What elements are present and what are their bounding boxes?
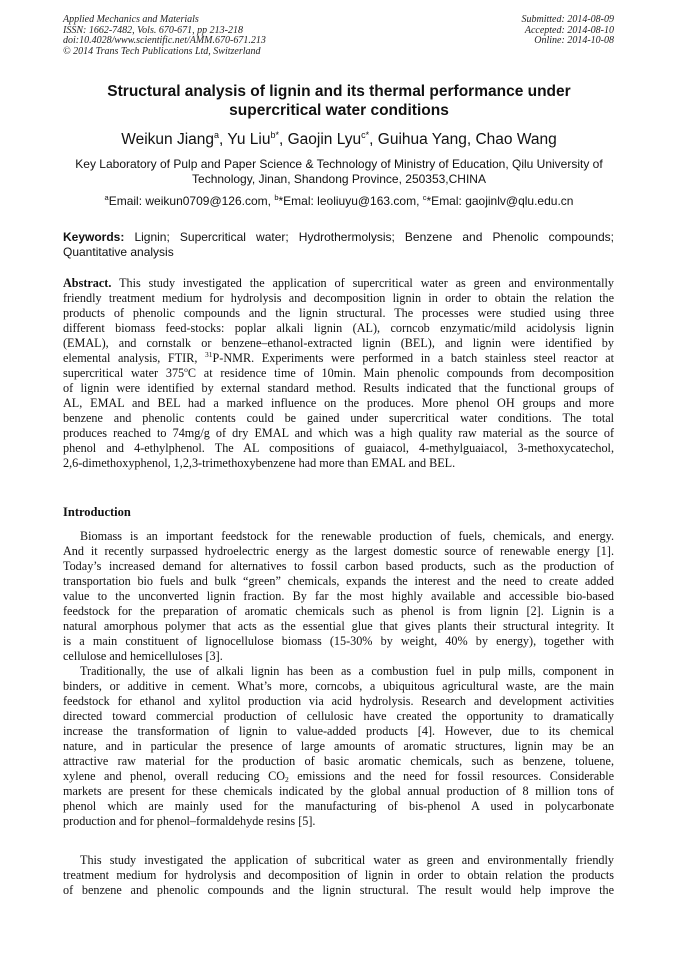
paragraph-line: attractive raw material for the production of basic aromatic chemicals, such as benzene, toluene, <box>63 754 614 768</box>
email-b: *Emal: leoliuyu@163.com, <box>278 194 420 208</box>
paragraph-line: production and for phenol–formaldehyde resins [5]. <box>63 814 316 828</box>
abstract-line: AL, EMAL and BEL had a marked influence on the produces. More phenol OH groups and more <box>63 396 614 410</box>
abstract-text: This study investigated the application of supercritical water as green and environmentally <box>119 276 614 290</box>
paragraph-line: feedstock for the preparation of aromatic chemicals such as phenol is from lignin [2]. Lignin is a <box>63 604 614 618</box>
author-name: Guihua Yang <box>377 131 467 148</box>
section-heading-introduction: Introduction <box>63 505 131 519</box>
author-list: Weikun Jiang$^a$, Yu Liu$^{b*}$, Gaojin Lyu$^{c*}$, Guihua Yang, Chao Wang <box>121 130 557 148</box>
abstract-line: benzene and phenolic contents could be gained under supercritical water conditions. The total <box>63 411 614 425</box>
abstract-label: Abstract. <box>63 276 112 290</box>
paragraph-line: And it recently surpassed hydroelectric energy as the largest domestic source of renewable energy [1]. <box>63 544 614 558</box>
paragraph-line: transportation bio fuels and bulk “green” chemicals, expands the interest and the need to create added <box>63 574 614 588</box>
online-date: Online: 2014-10-08 <box>534 35 614 46</box>
paragraph-line: directed toward commercial production of cellulosic have created the opportunity to dramatically <box>63 709 614 723</box>
abstract-line <box>63 366 614 381</box>
abstract-line: friendly treatment medium for hydrolysis and decomposition lignin in order to obtain the relation the <box>63 291 614 305</box>
paper-title <box>60 82 618 120</box>
journal-copyright: © 2014 Trans Tech Publications Ltd, Switzerland <box>63 45 261 57</box>
paragraph-line: binders, or additive in cement. What’s more, corncobs, a ubiquitous agricultural waste, are the main <box>63 679 614 693</box>
abstract-line: phenol and 4-ethylphenol. The AL compositions of guaiacol, 4-methylguaiacol, 3-methoxycatechol, <box>63 441 614 455</box>
author-name: Weikun Jiang <box>121 131 214 148</box>
email-a: Email: weikun0709@126.com, <box>108 194 271 208</box>
paragraph-line: is a main constituent of lignocellulose biomass (15-30% by weight, 40% by energy), together with <box>63 634 614 648</box>
journal-header-right <box>522 15 615 47</box>
author-name: Gaojin Lyu <box>287 131 362 148</box>
email-c: *Emal: gaojinlv@qlu.edu.cn <box>426 194 574 208</box>
paragraph-line: markets are present for these chemicals indicated by the global annual production of 8 million tons of <box>63 784 614 798</box>
paragraph-line: Today’s increased demand for alternatives to fossil carbon based products, such as the production of <box>63 559 614 573</box>
abstract-text: supercritical water 375 <box>63 366 185 380</box>
email-mark: a <box>104 193 109 202</box>
paragraph-line: feedstock for ethanol and xylitol production via acid hydrolysis. Research and development activities <box>63 694 614 708</box>
paragraph-line: treatment medium for hydrolysis and decomposition of lignin in order to obtain relation the products <box>63 868 614 882</box>
affiliation-line: Key Laboratory of Pulp and Paper Science & Technology of Ministry of Education, Qilu University of <box>75 157 603 171</box>
accepted-date: Accepted: 2014-08-10 <box>524 24 614 36</box>
affiliation-line: Technology, Jinan, Shandong Province, 250353,CHINA <box>192 172 486 186</box>
abstract-line <box>63 276 614 291</box>
journal-issn: ISSN: 1662-7482, Vols. 670-671, pp 213-218 <box>63 24 243 36</box>
journal-header-left <box>63 15 266 57</box>
author-affil-mark: b* <box>270 130 279 140</box>
superscript: o <box>184 365 188 374</box>
abstract-text: P-NMR. Experiments were performed in a batch stainless steel reactor at <box>212 351 615 365</box>
author-affil-mark: c* <box>361 130 370 140</box>
keywords-line: Quantitative analysis <box>63 245 174 259</box>
paper-title-line: Structural analysis of lignin and its thermal performance under <box>107 83 571 100</box>
paper-title-line: supercritical water conditions <box>229 102 449 119</box>
author-name: Chao Wang <box>475 131 557 148</box>
journal-name: Applied Mechanics and Materials <box>63 14 199 25</box>
paragraph-text: emissions and the need for fossil resources. Considerable <box>288 769 615 783</box>
paragraph-line <box>63 769 614 784</box>
abstract-line <box>63 351 614 366</box>
paragraph-line: Biomass is an important feedstock for the renewable production of fuels, chemicals, and energy. <box>80 529 614 543</box>
affiliation <box>55 157 623 187</box>
abstract-line: of lignin were identified by external standard method. Results indicated that the functional groups of <box>63 381 614 395</box>
keywords-block <box>63 230 614 260</box>
subscript: 2 <box>285 775 289 784</box>
paragraph-line: nature, and in particular the presence of large amounts of aromatic structures, lignin may be an <box>63 739 614 753</box>
email-mark: c <box>422 193 427 202</box>
journal-doi: doi:10.4028/www.scientific.net/AMM.670-671.213 <box>63 35 266 46</box>
intro-paragraph-1 <box>63 529 614 664</box>
paragraph-line: natural amorphous polymer that acts as the essential glue that gives plants their structural integrity. It <box>63 619 614 633</box>
paragraph-line: value to the unconverted lignin fraction. By far the most highly available and accessible bio-based <box>63 589 614 603</box>
abstract-line: 2,6-dimethoxyphenol, 1,2,3-trimethoxybenzene had more than EMAL and BEL. <box>63 456 456 470</box>
abstract-line: products of phenolic compounds and the lignin structural. The processes were studied using three <box>63 306 614 320</box>
keywords-line <box>63 230 614 245</box>
keywords-label: Keywords: <box>63 230 125 244</box>
intro-paragraph-3 <box>63 853 614 898</box>
abstract <box>63 276 614 471</box>
paragraph-line: This study investigated the application of subcritical water as green and environmentally friendly <box>80 853 614 867</box>
abstract-line: different biomass feed-stocks: poplar alkali lignin (AL), corncob enzymatic/mild acidolysis lignin <box>63 321 614 335</box>
paragraph-line: Traditionally, the use of alkali lignin has been as a combustion fuel in pulp mills, component in <box>80 664 614 678</box>
abstract-text: C at residence time of 10min. Main phenolic compounds from decomposition <box>187 366 614 380</box>
abstract-line: produces reached to 74mg/g of dry EMAL and which was a high quality raw material as the source of <box>63 426 614 440</box>
email-mark: b <box>274 193 279 202</box>
submitted-date: Submitted: 2014-08-09 <box>521 14 614 25</box>
author-affil-mark: a <box>214 130 220 140</box>
contact-emails <box>40 194 638 209</box>
abstract-line: (EMAL), and cornstalk or benzene–ethanol-extracted lignin (BEL), and lignin were identified by <box>63 336 614 350</box>
author-name: Yu Liu <box>227 131 271 148</box>
intro-paragraph-2 <box>63 664 614 829</box>
abstract-text: elemental analysis, FTIR, <box>63 351 206 365</box>
paragraph-line: phenol which are mainly used for the manufacturing of bis-phenol A used in polycarbonate <box>63 799 614 813</box>
paragraph-line: increase the transformation of lignin to value-added products [4]. However, due to its chemical <box>63 724 614 738</box>
paragraph-text: xylene and phenol, overall reducing CO <box>63 769 286 783</box>
superscript: 31 <box>205 350 213 359</box>
keywords-text: Lignin; Supercritical water; Hydrothermolysis; Benzene and Phenolic compounds; <box>134 230 614 244</box>
paragraph-line: cellulose and hemicelluloses [3]. <box>63 649 223 663</box>
paragraph-line: of benzene and phenolic compounds and the lignin structural. The result would help improve the <box>63 883 614 897</box>
